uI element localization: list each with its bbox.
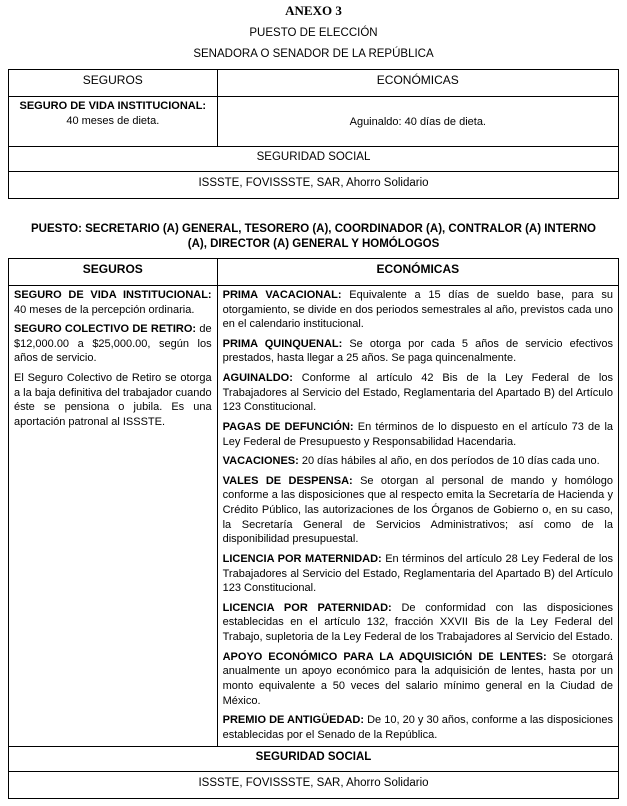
benefit-paragraph: PAGAS DE DEFUNCIÓN: En términos de lo dispuesto en el artículo 73 de la Ley Federal de Presupuesto y Responsabilidad Hacendaria. <box>222 420 614 448</box>
benefit-label: SEGURO DE VIDA INSTITUCIONAL: <box>14 288 212 301</box>
benefit-paragraph: PREMIO DE ANTIGÜEDAD: De 10, 20 y 30 años, conforme a las disposiciones establecidas por el Senado de la República. <box>222 714 614 741</box>
benefit-label: SEGURO DE VIDA INSTITUCIONAL: <box>19 100 207 112</box>
table1-seguridad-social-header-row <box>9 147 619 172</box>
table2-header-seguros: SEGUROS <box>9 258 218 285</box>
benefit-label: LICENCIA POR PATERNIDAD: <box>222 601 392 614</box>
section-heading-puesto: PUESTO: SECRETARIO (A) GENERAL, TESORERO (A), COORDINADOR (A), CONTRALOR (A) INTERNO (A), DIRECTOR (A) GENERAL Y HOMÓLOGOS <box>31 223 596 250</box>
table2-content-row <box>9 285 619 747</box>
table1-seguridad-social-values: ISSSTE, FOVISSSTE, SAR, Ahorro Solidario <box>9 172 619 199</box>
table2-seguridad-social-header-row <box>9 747 619 772</box>
benefit-paragraph: VALES DE DESPENSA: Se otorgan al personal de mando y homólogo conforme a las disposiciones que al respecto emita la Secretaría de Hacienda y Crédito Público, las autorizaciones de los Órganos de Gobierno o, en su caso, la Secretaría General de Servicios Administrativos; así como de la disponibilidad presupuestal. <box>222 474 613 546</box>
benefits-table-funcionarios <box>8 258 619 800</box>
benefit-paragraph: El Seguro Colectivo de Retiro se otorga a la baja definitiva del trabajador cuando éste se pensiona o jubila. Es una aportación patronal al ISSSTE. <box>14 372 212 428</box>
table1-header-seguros: SEGUROS <box>9 70 218 97</box>
benefit-paragraph: SEGURO DE VIDA INSTITUCIONAL: 40 meses de dieta. <box>19 100 207 127</box>
benefit-label: AGUINALDO: <box>222 372 293 384</box>
benefit-paragraph: SEGURO DE VIDA INSTITUCIONAL: 40 meses de la percepción ordinaria. <box>14 288 212 316</box>
table2-seguros-cell <box>9 285 218 747</box>
table1-header-row <box>9 70 619 97</box>
benefit-label: PRIMA QUINQUENAL: <box>222 337 343 350</box>
doc-subtitle-position: SENADORA O SENADOR DE LA REPÚBLICA <box>193 48 434 60</box>
benefit-paragraph: LICENCIA POR MATERNIDAD: En términos del artículo 28 Ley Federal de los Trabajadores al Servicio del Estado, Reglamentaria del Apartado B) del Artículo 123 Constitucional. <box>222 552 613 595</box>
table1-economicas-cell: Aguinaldo: 40 días de dieta. <box>217 97 618 147</box>
table2-header-economicas: ECONÓMICAS <box>217 258 618 285</box>
benefit-paragraph: PRIMA VACACIONAL: Equivalente a 15 días de sueldo base, para su otorgamiento, se divide en dos periodos semestrales al año, previstos cada uno en el calendario institucional. <box>222 288 613 331</box>
table1-seguridad-social-header: SEGURIDAD SOCIAL <box>9 147 619 172</box>
benefit-label: SEGURO COLECTIVO DE RETIRO: <box>14 323 197 336</box>
benefit-label: VALES DE DESPENSA: <box>222 474 353 487</box>
benefit-label: PRIMA VACACIONAL: <box>222 288 342 301</box>
table1-content-row <box>9 97 619 147</box>
table1-seguros-cell <box>9 97 218 147</box>
benefit-label: APOYO ECONÓMICO PARA LA ADQUISICIÓN DE LENTES: <box>222 650 547 663</box>
benefit-paragraph: PRIMA QUINQUENAL: Se otorga por cada 5 años de servicio efectivos prestados, hasta llegar a 25 años. Se paga quincenalmente. <box>222 337 613 365</box>
table2-seguridad-social-values: ISSSTE, FOVISSSTE, SAR, Ahorro Solidario <box>9 772 619 799</box>
benefit-label: PAGAS DE DEFUNCIÓN: <box>222 420 354 433</box>
benefit-label: PREMIO DE ANTIGÜEDAD: <box>222 714 365 727</box>
table2-seguridad-social-values-row <box>9 772 619 799</box>
benefits-table-senador <box>8 69 619 199</box>
benefit-paragraph: APOYO ECONÓMICO PARA LA ADQUISICIÓN DE LENTES: Se otorgará anualmente un apoyo económico para la adquisición de lentes, hasta por un monto equivalente a 50 veces del salario mínimo general en la Ciudad de México. <box>222 650 613 707</box>
benefit-paragraph: SEGURO COLECTIVO DE RETIRO: de $12,000.00 a $25,000.00, según los años de servicio. <box>14 323 212 365</box>
benefit-paragraph: LICENCIA POR PATERNIDAD: De conformidad con las disposiciones establecidas en el artículo 132, fracción XXVII Bis de la Ley Federal del Trabajo, supletoria de la Ley Federal de los Trabajadores al Servicio del Estado. <box>222 601 613 643</box>
table1-header-economicas: ECONÓMICAS <box>217 70 618 97</box>
benefit-label: LICENCIA POR MATERNIDAD: <box>222 552 382 565</box>
benefit-label: VACACIONES: <box>222 455 299 468</box>
table2-header-row <box>9 258 619 285</box>
doc-title: ANEXO 3 <box>285 3 342 18</box>
table2-seguridad-social-header: SEGURIDAD SOCIAL <box>9 747 619 772</box>
table2-economicas-cell <box>217 285 618 747</box>
table1-seguridad-social-values-row <box>9 172 619 199</box>
benefit-paragraph: AGUINALDO: Conforme al artículo 42 Bis de la Ley Federal de los Trabajadores al Servicio del Estado, Reglamentaria del Apartado B) del Artículo 123 Constitucional. <box>222 372 613 414</box>
benefit-paragraph: VACACIONES: 20 días hábiles al año, en dos períodos de 10 días cada uno. <box>222 455 600 468</box>
doc-subtitle-election: PUESTO DE ELECCIÓN <box>249 27 378 39</box>
